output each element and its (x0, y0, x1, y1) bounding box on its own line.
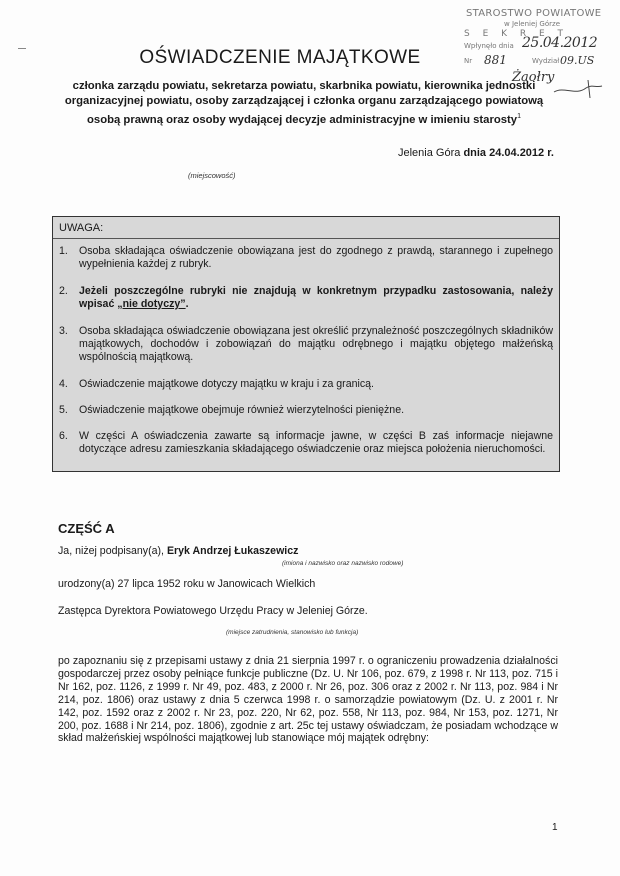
notice-item (59, 378, 553, 391)
notice-item-number: 1. (59, 245, 68, 257)
place-date (398, 147, 554, 159)
notice-item-text: W części A oświadczenia zawarte są informacje jawne, w części B zaś informacje niejawne dotyczące adresu zamieszkania składającego oświadczenie oraz miejsca położenia nieruchomości. (79, 430, 553, 455)
document-title: OŚWIADCZENIE MAJĄTKOWE (139, 47, 421, 68)
notice-box (52, 216, 560, 472)
stamp-signature: Żaołry (512, 70, 555, 85)
subtitle-line-1: członka zarządu powiatu, sekretarza powiatu, skarbnika powiatu, kierownika jednostki (72, 80, 536, 92)
name-caption: (imiona i nazwisko oraz nazwisko rodowe) (282, 560, 404, 567)
subtitle-line-2: organizacyjnej powiatu, osoby zarządzającej i członka organu zarządzającego powiatową (64, 95, 544, 107)
place: Jelenia Góra (398, 147, 461, 159)
notice-item-text: Osoba składająca oświadczenie obowiązana jest do zgodnego z prawdą, starannego i zupełnego wypełnienia każdej z rubryk. (79, 245, 553, 270)
notice-item-end: . (185, 298, 189, 310)
notice-divider (53, 238, 559, 239)
birth-line: urodzony(a) 27 lipca 1952 roku w Janowicach Wielkich (58, 578, 316, 590)
date: dnia 24.04.2012 r. (463, 147, 554, 159)
stamp-received-date: 25.04.2012 (522, 35, 598, 51)
stamp-wydzial-label: Wydział (532, 57, 560, 65)
declaration-body: po zapoznaniu się z przepisami ustawy z dnia 21 sierpnia 1997 r. o ograniczeniu prowadzenia działalności gospodarczej przez osoby pełniące funkcje publiczne (Dz. U. Nr 106, poz. 679, z 1998 r. Nr 113, poz. 715 i Nr 162, poz. 1126, z 1999 r. Nr 49, poz. 483, z 2000 r. Nr 26, poz. 306 oraz z 2002 r. Nr 113, poz. 984 i Nr 214, poz. 1806) oraz ustawy z dnia 5 czerwca 1998 r. o samorządzie powiatowym (Dz. U. z 2001 r. Nr 142, poz. 1592 oraz z 2002 r. Nr 23, poz. 220, Nr 62, poz. 558, Nr 113, poz. 984, Nr 153, poz. 1271, Nr 200, poz. 1688 i Nr 214, poz. 1806), zgodnie z art. 25c tej ustawy oświadczam, że posiadam wchodzące w skład małżeńskiej wspólności majątkowej lub stanowiące mój majątek odrębny: (58, 655, 558, 745)
notice-item-text: Oświadczenie majątkowe obejmuje również wierzytelności pieniężne. (79, 404, 405, 416)
position-line: Zastępca Dyrektora Powiatowego Urzędu Pracy w Jeleniej Górze. (58, 605, 368, 617)
notice-item-number: 4. (59, 378, 68, 390)
notice-item-text: Oświadczenie majątkowe dotyczy majątku w kraju i za granicą. (79, 378, 374, 390)
notice-item-emphasis: „nie dotyczy” (117, 298, 186, 310)
stamp-office: STAROSTWO POWIATOWE (466, 8, 602, 19)
subtitle-line-3 (44, 109, 564, 128)
stamp-received-label: Wpłynęło dnia (464, 42, 514, 50)
notice-item (59, 285, 553, 311)
part-a-heading: CZĘŚĆ A (58, 521, 115, 536)
notice-item-number: 2. (59, 285, 68, 297)
notice-item-text-main: Jeżeli poszczególne rubryki nie znajdują w konkretnym przypadku zastosowania, należy wpisać (79, 285, 553, 310)
stamp-nr-value: 881 (484, 53, 507, 67)
place-caption: (miejscowość) (188, 171, 236, 180)
declarant-prefix: Ja, niżej podpisany(a), (58, 545, 164, 557)
declarant-line (58, 545, 298, 557)
notice-item-text (79, 285, 553, 311)
stamp-city: w Jeleniej Górze (504, 20, 560, 28)
stamp-nr-label: Nr (464, 57, 473, 65)
position-caption: (miejsce zatrudnienia, stanowisko lub funkcja) (226, 629, 359, 636)
notice-item (59, 430, 553, 456)
footnote-mark: 1 (517, 113, 521, 120)
notice-item (59, 245, 553, 271)
stamp-sekret: S E K R E T (464, 29, 569, 39)
notice-item (59, 325, 553, 364)
notice-item-number: 3. (59, 325, 68, 337)
notice-item-text: Osoba składająca oświadczenie obowiązana jest określić przynależność poszczególnych składników majątkowych, dochodów i zobowiązań do majątku odrębnego i majątku objętego małżeńską wspólnością majątkową. (79, 325, 553, 363)
page-number: 1 (552, 822, 558, 833)
notice-title: UWAGA: (59, 222, 104, 234)
notice-item (59, 404, 553, 417)
stamp-wydzial-value: 09.US (560, 54, 595, 67)
subtitle-line-3-text: osobą prawną oraz osoby wydającej decyzje administracyjne w imieniu starosty (87, 113, 518, 126)
document-subtitle (44, 79, 564, 128)
notice-item-number: 5. (59, 404, 68, 416)
declarant-name: Eryk Andrzej Łukaszewicz (166, 545, 299, 557)
notice-item-number: 6. (59, 430, 68, 442)
